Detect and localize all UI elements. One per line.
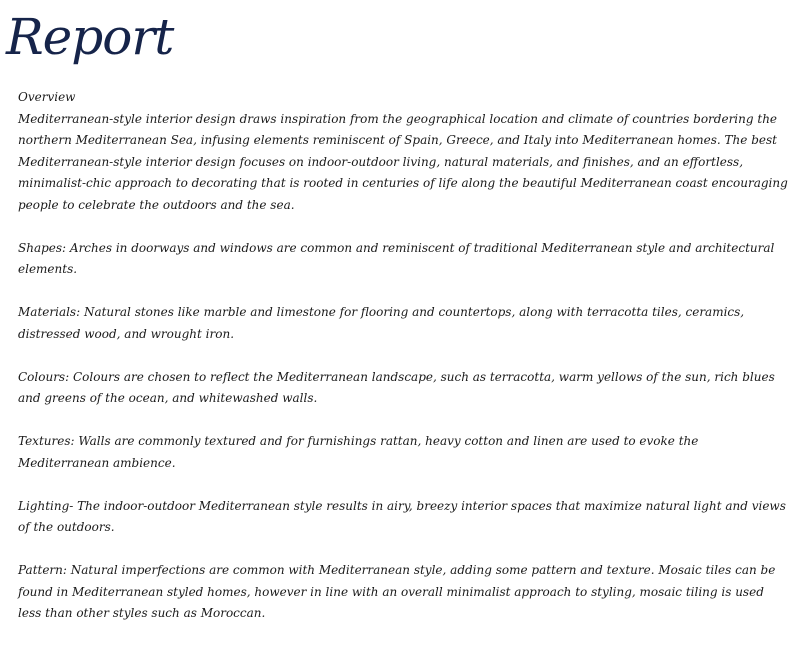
overview-heading: Overview — [18, 90, 76, 104]
page-title: Report — [6, 8, 174, 66]
shapes-paragraph: Shapes: Arches in doorways and windows are common and reminiscent of traditional Mediterranean style and architectural elements. — [18, 240, 775, 276]
overview-text: Mediterranean-style interior design draws inspiration from the geographical location and climate of countries bordering the northern Mediterranean Sea, infusing elements reminiscent of Spain, Greece, and Italy into Mediterranean homes. The best Mediterranean-style interior design focuses on indoor-outdoor living, natural materials, and finishes, and an effortless, minimalist-chic approach to decorating that is rooted in centuries of life along the beautiful Mediterranean coast encouraging people to celebrate the outdoors and the sea. — [18, 111, 788, 212]
colours-paragraph: Colours: Colours are chosen to reflect the Mediterranean landscape, such as terracotta, warm yellows of the sun, rich blues and greens of the ocean, and whitewashed walls. — [18, 369, 775, 405]
textures-paragraph: Textures: Walls are commonly textured and for furnishings rattan, heavy cotton and linen are used to evoke the Mediterranean ambience. — [18, 434, 699, 470]
overview-paragraph — [18, 87, 790, 216]
lighting-paragraph: Lighting- The indoor-outdoor Mediterranean style results in airy, breezy interior spaces that maximize natural light and views of the outdoors. — [18, 498, 786, 534]
report-body — [18, 87, 790, 646]
materials-paragraph: Materials: Natural stones like marble and limestone for flooring and countertops, along with terracotta tiles, ceramics, distressed wood, and wrought iron. — [18, 305, 745, 341]
pattern-paragraph: Pattern: Natural imperfections are common with Mediterranean style, adding some pattern and texture. Mosaic tiles can be found in Mediterranean styled homes, however in line with an overall minimalist approach to styling, mosaic tiling is used less than other styles such as Moroccan. — [18, 563, 776, 620]
